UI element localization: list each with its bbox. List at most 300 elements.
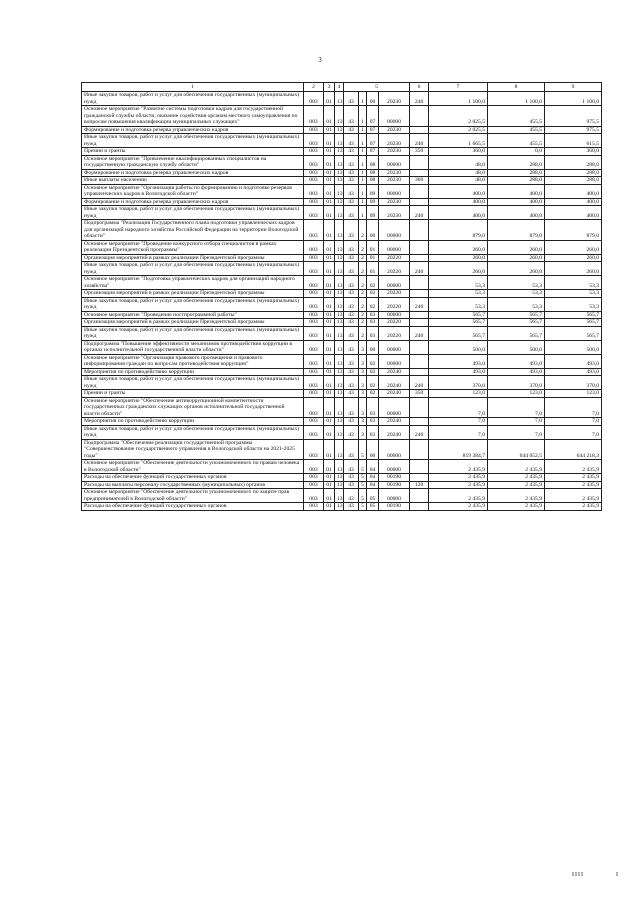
row-code-5-activity: 05 <box>367 489 379 503</box>
row-code-5-subprogram: 1 <box>359 198 367 206</box>
row-value-7: 819 384,7 <box>429 439 488 460</box>
row-name: Иные закупки товаров, работ и услуг для обеспечения государственных (муниципальных) нужд <box>82 206 304 220</box>
row-code-5-subprogram: 2 <box>359 276 367 290</box>
row-code-5-direction: 20240 <box>379 390 410 398</box>
row-code-3: 01 <box>324 106 335 127</box>
table-row <box>82 368 602 376</box>
page-number: 3 <box>318 56 322 64</box>
row-value-7: 48,0 <box>429 169 488 177</box>
row-code-4: 13 <box>335 439 344 460</box>
table-row <box>82 326 602 340</box>
row-value-8: 879,0 <box>488 220 545 241</box>
table-row <box>82 319 602 327</box>
row-value-7: 260,0 <box>429 240 488 254</box>
row-code-5-activity: 02 <box>367 276 379 290</box>
row-code-3: 01 <box>324 390 335 398</box>
row-code-3: 01 <box>324 297 335 311</box>
row-code-2: 003 <box>304 290 324 298</box>
row-code-5-direction: 20230 <box>379 206 410 220</box>
row-code-6 <box>410 276 429 290</box>
row-code-4: 13 <box>335 397 344 418</box>
row-code-5-subprogram: 2 <box>359 311 367 319</box>
row-code-5-direction: 00000 <box>379 276 410 290</box>
row-code-4: 13 <box>335 368 344 376</box>
header-col-6: 6 <box>410 83 429 92</box>
row-code-5-program: 43 <box>344 368 359 376</box>
row-code-5-activity: 02 <box>367 376 379 390</box>
header-col-5: 5 <box>344 83 410 92</box>
row-value-7: 53,3 <box>429 290 488 298</box>
row-code-6: 120 <box>410 481 429 489</box>
row-code-6: 350 <box>410 148 429 156</box>
row-code-4: 13 <box>335 489 344 503</box>
row-code-2: 003 <box>304 319 324 327</box>
row-code-6 <box>410 240 429 254</box>
table-row <box>82 489 602 503</box>
row-value-7: 565,7 <box>429 311 488 319</box>
row-value-7: 7,0 <box>429 425 488 439</box>
row-code-5-activity: 03 <box>367 311 379 319</box>
row-code-5-activity: 02 <box>367 354 379 368</box>
row-code-5-program: 43 <box>344 155 359 169</box>
row-code-5-activity: 02 <box>367 390 379 398</box>
row-code-5-activity: 07 <box>367 126 379 134</box>
row-code-5-direction: 00000 <box>379 340 410 354</box>
row-code-5-direction: 00190 <box>379 474 410 482</box>
row-code-2: 003 <box>304 368 324 376</box>
row-code-5-activity: 04 <box>367 460 379 474</box>
row-code-5-direction: 00000 <box>379 397 410 418</box>
row-name: Организация мероприятий в рамках реализации Президентской программы <box>82 319 304 327</box>
budget-table <box>81 82 602 511</box>
row-code-2: 003 <box>304 134 324 148</box>
row-value-8: 644 052,5 <box>488 439 545 460</box>
row-code-6 <box>410 198 429 206</box>
row-code-5-program: 43 <box>344 177 359 185</box>
row-code-4: 13 <box>335 106 344 127</box>
row-code-6: 240 <box>410 262 429 276</box>
row-code-5-program: 43 <box>344 169 359 177</box>
table-row <box>82 376 602 390</box>
row-code-5-direction: 00000 <box>379 489 410 503</box>
row-code-4: 13 <box>335 184 344 198</box>
row-value-9: 493,0 <box>545 368 602 376</box>
row-name: Подпрограмма "Реализация Государственного плана подготовки управленческих кадров для организаций народного хозяйства Российской Федерации на территории Вологодской области" <box>82 220 304 241</box>
row-value-9: 288,0 <box>545 155 602 169</box>
row-code-5-program: 43 <box>344 425 359 439</box>
row-name: Основное мероприятие "Развитие системы подготовки кадров для государственной гражданской службы области, оказание содействия органам местного самоуправления по вопросам повышения квалификации муниципальных служащих" <box>82 106 304 127</box>
row-code-6 <box>410 503 429 511</box>
row-code-5-program: 43 <box>344 326 359 340</box>
row-code-5-direction: 20230 <box>379 134 410 148</box>
row-value-8: 288,0 <box>488 169 545 177</box>
header-col-8: 8 <box>488 83 545 92</box>
row-value-9: 360,0 <box>545 148 602 156</box>
header-col-1: 1 <box>82 83 304 92</box>
table-row <box>82 503 602 511</box>
table-row <box>82 460 602 474</box>
row-code-3: 01 <box>324 340 335 354</box>
row-code-2: 003 <box>304 397 324 418</box>
header-col-2: 2 <box>304 83 324 92</box>
row-code-2: 003 <box>304 418 324 426</box>
row-code-5-direction: 00000 <box>379 155 410 169</box>
row-code-2: 003 <box>304 184 324 198</box>
footer-tick: І <box>616 872 618 878</box>
row-value-8: 288,0 <box>488 155 545 169</box>
row-value-7: 2 435,9 <box>429 474 488 482</box>
row-value-7: 565,7 <box>429 319 488 327</box>
row-value-8: 7,0 <box>488 418 545 426</box>
row-code-3: 01 <box>324 206 335 220</box>
table-row <box>82 134 602 148</box>
row-name: Основное мероприятие "Подготовка управленческих кадров для организаций народного хозяйства" <box>82 276 304 290</box>
row-code-5-subprogram: 1 <box>359 177 367 185</box>
row-value-7: 2 435,9 <box>429 460 488 474</box>
row-code-5-direction: 00000 <box>379 184 410 198</box>
row-value-9: 260,0 <box>545 262 602 276</box>
row-value-9: 975,5 <box>545 126 602 134</box>
row-name: Мероприятия по противодействию коррупции <box>82 418 304 426</box>
row-value-9: 288,0 <box>545 169 602 177</box>
row-value-8: 2 435,9 <box>488 489 545 503</box>
row-value-9: 400,0 <box>545 198 602 206</box>
row-code-2: 003 <box>304 326 324 340</box>
row-code-3: 01 <box>324 148 335 156</box>
row-value-7: 260,0 <box>429 262 488 276</box>
row-code-5-program: 43 <box>344 376 359 390</box>
table-row <box>82 169 602 177</box>
row-code-3: 01 <box>324 460 335 474</box>
row-code-5-direction: 00000 <box>379 311 410 319</box>
row-code-6: 240 <box>410 134 429 148</box>
row-value-7: 2 435,9 <box>429 503 488 511</box>
row-value-8: 288,0 <box>488 177 545 185</box>
row-code-4: 13 <box>335 134 344 148</box>
table-header-row <box>82 83 602 92</box>
row-value-9: 879,0 <box>545 220 602 241</box>
row-code-3: 01 <box>324 198 335 206</box>
row-name: Мероприятия по противодействию коррупции <box>82 368 304 376</box>
row-code-6 <box>410 184 429 198</box>
row-value-7: 48,0 <box>429 155 488 169</box>
row-code-5-subprogram: 5 <box>359 474 367 482</box>
row-value-8: 400,0 <box>488 206 545 220</box>
row-value-8: 565,7 <box>488 311 545 319</box>
row-name: Премии и гранты <box>82 148 304 156</box>
row-value-8: 370,0 <box>488 376 545 390</box>
row-code-5-program: 43 <box>344 262 359 276</box>
table-row <box>82 311 602 319</box>
table-body <box>82 92 602 511</box>
row-code-5-direction: 00190 <box>379 503 410 511</box>
row-code-4: 13 <box>335 425 344 439</box>
row-code-5-program: 43 <box>344 254 359 262</box>
row-code-5-subprogram: 1 <box>359 92 367 106</box>
row-code-2: 003 <box>304 198 324 206</box>
row-code-5-subprogram: 2 <box>359 319 367 327</box>
row-value-7: 879,0 <box>429 220 488 241</box>
row-code-5-program: 43 <box>344 148 359 156</box>
row-code-5-program: 43 <box>344 134 359 148</box>
row-value-8: 400,0 <box>488 198 545 206</box>
row-code-4: 13 <box>335 198 344 206</box>
row-code-2: 003 <box>304 169 324 177</box>
row-code-3: 01 <box>324 169 335 177</box>
row-code-6 <box>410 319 429 327</box>
row-code-3: 01 <box>324 134 335 148</box>
row-code-6 <box>410 126 429 134</box>
row-code-6 <box>410 169 429 177</box>
row-value-8: 260,0 <box>488 240 545 254</box>
row-code-3: 01 <box>324 184 335 198</box>
row-code-6 <box>410 106 429 127</box>
row-code-2: 003 <box>304 155 324 169</box>
row-value-8: 7,0 <box>488 397 545 418</box>
row-value-9: 7,0 <box>545 397 602 418</box>
row-value-7: 565,7 <box>429 326 488 340</box>
row-code-5-activity: 09 <box>367 198 379 206</box>
row-value-9: 615,5 <box>545 134 602 148</box>
row-code-5-subprogram: 5 <box>359 489 367 503</box>
row-code-3: 01 <box>324 319 335 327</box>
row-code-5-direction: 20240 <box>379 425 410 439</box>
row-code-5-activity: 01 <box>367 262 379 276</box>
table-row <box>82 262 602 276</box>
row-code-6 <box>410 354 429 368</box>
row-code-6 <box>410 340 429 354</box>
row-code-5-subprogram: 5 <box>359 460 367 474</box>
row-value-7: 493,0 <box>429 368 488 376</box>
row-code-2: 003 <box>304 206 324 220</box>
row-code-3: 01 <box>324 489 335 503</box>
row-code-5-subprogram: 2 <box>359 240 367 254</box>
row-value-9: 565,7 <box>545 319 602 327</box>
row-code-5-direction: 20230 <box>379 169 410 177</box>
row-name: Иные закупки товаров, работ и услуг для обеспечения государственных (муниципальных) нужд <box>82 92 304 106</box>
row-code-3: 01 <box>324 397 335 418</box>
table-row <box>82 184 602 198</box>
row-name: Расходы на обеспечение функций государственных органов <box>82 503 304 511</box>
row-code-2: 003 <box>304 460 324 474</box>
row-code-5-subprogram: 3 <box>359 376 367 390</box>
row-code-3: 01 <box>324 418 335 426</box>
row-code-2: 003 <box>304 297 324 311</box>
row-value-7: 53,3 <box>429 276 488 290</box>
row-name: Основное мероприятие "Организация правового просвещения и правового информирования граждан по вопросам противодействия коррупции" <box>82 354 304 368</box>
row-code-6: 360 <box>410 177 429 185</box>
table-row <box>82 397 602 418</box>
header-col-3: 3 <box>324 83 335 92</box>
row-value-7: 400,0 <box>429 198 488 206</box>
row-code-5-subprogram: 1 <box>359 206 367 220</box>
row-code-5-direction: 20230 <box>379 148 410 156</box>
row-value-7: 123,0 <box>429 390 488 398</box>
row-code-5-program: 43 <box>344 206 359 220</box>
row-code-6 <box>410 290 429 298</box>
row-code-3: 01 <box>324 376 335 390</box>
row-value-8: 493,0 <box>488 368 545 376</box>
table-row <box>82 254 602 262</box>
row-value-8: 455,5 <box>488 134 545 148</box>
row-code-3: 01 <box>324 368 335 376</box>
row-code-3: 01 <box>324 254 335 262</box>
row-code-4: 13 <box>335 474 344 482</box>
row-code-4: 13 <box>335 290 344 298</box>
row-name: Подпрограмма "Обеспечение реализации государственной программы "Совершенствование государственного управления в Вологодской области на 2021-2025 годы" <box>82 439 304 460</box>
row-code-5-subprogram: 1 <box>359 184 367 198</box>
row-code-5-subprogram: 2 <box>359 254 367 262</box>
row-code-2: 003 <box>304 439 324 460</box>
row-code-5-program: 43 <box>344 503 359 511</box>
row-value-7: 493,0 <box>429 354 488 368</box>
footer-mark: ІІІІ <box>572 872 584 878</box>
row-value-7: 2 435,9 <box>429 481 488 489</box>
row-name: Организация мероприятий в рамках реализации Президентской программы <box>82 254 304 262</box>
row-code-6 <box>410 474 429 482</box>
row-code-5-subprogram: 5 <box>359 439 367 460</box>
row-code-5-program: 43 <box>344 311 359 319</box>
row-code-2: 003 <box>304 177 324 185</box>
row-code-2: 003 <box>304 148 324 156</box>
row-code-3: 01 <box>324 354 335 368</box>
row-name: Основное мероприятие "Проведение конкурсного отбора специалистов в рамках реализации Президентской программы" <box>82 240 304 254</box>
row-code-5-program: 43 <box>344 198 359 206</box>
row-code-5-program: 43 <box>344 319 359 327</box>
row-code-6 <box>410 368 429 376</box>
row-code-5-activity: 00 <box>367 340 379 354</box>
row-value-7: 53,3 <box>429 297 488 311</box>
row-value-9: 288,0 <box>545 177 602 185</box>
row-code-4: 13 <box>335 503 344 511</box>
row-code-5-subprogram: 1 <box>359 148 367 156</box>
row-code-5-activity: 08 <box>367 177 379 185</box>
row-code-2: 003 <box>304 425 324 439</box>
row-value-8: 455,5 <box>488 106 545 127</box>
header-col-7: 7 <box>429 83 488 92</box>
row-code-5-subprogram: 3 <box>359 418 367 426</box>
table-row <box>82 220 602 241</box>
row-code-2: 003 <box>304 220 324 241</box>
row-code-4: 13 <box>335 254 344 262</box>
row-code-5-program: 43 <box>344 460 359 474</box>
header-col-4: 4 <box>335 83 344 92</box>
row-code-3: 01 <box>324 474 335 482</box>
row-value-9: 2 435,9 <box>545 481 602 489</box>
row-code-5-direction: 00000 <box>379 106 410 127</box>
row-value-8: 455,5 <box>488 126 545 134</box>
row-code-5-program: 43 <box>344 397 359 418</box>
row-code-3: 01 <box>324 481 335 489</box>
row-value-8: 53,3 <box>488 297 545 311</box>
row-code-2: 003 <box>304 354 324 368</box>
row-code-3: 01 <box>324 290 335 298</box>
row-code-5-subprogram: 1 <box>359 126 367 134</box>
row-code-4: 13 <box>335 92 344 106</box>
row-name: Формирование и подготовка резерва управленческих кадров <box>82 169 304 177</box>
row-value-8: 565,7 <box>488 319 545 327</box>
row-code-3: 01 <box>324 155 335 169</box>
row-code-4: 13 <box>335 297 344 311</box>
row-value-9: 260,0 <box>545 254 602 262</box>
row-code-5-activity: 05 <box>367 503 379 511</box>
row-name: Иные закупки товаров, работ и услуг для обеспечения государственных (муниципальных) нужд <box>82 262 304 276</box>
row-code-4: 13 <box>335 177 344 185</box>
row-value-9: 7,0 <box>545 425 602 439</box>
row-code-6 <box>410 439 429 460</box>
row-code-5-program: 43 <box>344 390 359 398</box>
row-code-5-activity: 03 <box>367 397 379 418</box>
row-code-5-program: 43 <box>344 290 359 298</box>
row-code-5-subprogram: 2 <box>359 326 367 340</box>
row-code-5-activity: 00 <box>367 439 379 460</box>
row-code-5-subprogram: 3 <box>359 397 367 418</box>
row-value-9: 1 100,0 <box>545 92 602 106</box>
row-code-6 <box>410 489 429 503</box>
row-name: Основное мероприятие "Обеспечение деятельности уполномоченного по правам человека в Вологодской области" <box>82 460 304 474</box>
row-value-8: 1 100,0 <box>488 92 545 106</box>
row-value-8: 500,0 <box>488 340 545 354</box>
row-value-9: 53,3 <box>545 276 602 290</box>
row-code-3: 01 <box>324 439 335 460</box>
row-code-5-subprogram: 1 <box>359 134 367 148</box>
row-value-9: 260,0 <box>545 240 602 254</box>
row-value-9: 500,0 <box>545 340 602 354</box>
row-value-9: 53,3 <box>545 290 602 298</box>
table-row <box>82 148 602 156</box>
table-row <box>82 126 602 134</box>
row-code-3: 01 <box>324 326 335 340</box>
row-code-5-activity: 03 <box>367 425 379 439</box>
row-code-4: 13 <box>335 148 344 156</box>
table-row <box>82 354 602 368</box>
row-code-6 <box>410 460 429 474</box>
row-code-5-activity: 07 <box>367 106 379 127</box>
row-code-5-direction: 20230 <box>379 198 410 206</box>
table-row <box>82 481 602 489</box>
row-code-5-program: 43 <box>344 106 359 127</box>
row-code-6: 240 <box>410 326 429 340</box>
row-code-5-program: 43 <box>344 474 359 482</box>
row-code-5-direction: 20230 <box>379 92 410 106</box>
row-value-8: 565,7 <box>488 326 545 340</box>
row-code-2: 003 <box>304 376 324 390</box>
table-row <box>82 240 602 254</box>
row-code-2: 003 <box>304 474 324 482</box>
row-code-5-activity: 06 <box>367 92 379 106</box>
row-code-6: 240 <box>410 206 429 220</box>
row-name: Премии и гранты <box>82 390 304 398</box>
row-code-5-program: 43 <box>344 418 359 426</box>
row-code-5-program: 43 <box>344 240 359 254</box>
row-name: Основное мероприятие "Привлечение квалифицированных специалистов на государственную гражданскую службу области" <box>82 155 304 169</box>
row-name: Иные закупки товаров, работ и услуг для обеспечения государственных (муниципальных) нужд <box>82 376 304 390</box>
row-code-3: 01 <box>324 425 335 439</box>
row-code-3: 01 <box>324 177 335 185</box>
row-value-9: 493,0 <box>545 354 602 368</box>
row-code-6 <box>410 311 429 319</box>
table-row <box>82 155 602 169</box>
row-code-5-activity: 02 <box>367 297 379 311</box>
row-code-4: 13 <box>335 262 344 276</box>
row-code-5-direction: 20220 <box>379 319 410 327</box>
row-name: Подпрограмма "Повышение эффективности механизмов противодействия коррупции в органах исполнительной государственной власти области" <box>82 340 304 354</box>
row-value-8: 2 435,9 <box>488 503 545 511</box>
row-code-4: 13 <box>335 311 344 319</box>
row-code-5-direction: 00000 <box>379 220 410 241</box>
row-value-9: 2 435,9 <box>545 460 602 474</box>
row-code-5-direction: 20230 <box>379 177 410 185</box>
